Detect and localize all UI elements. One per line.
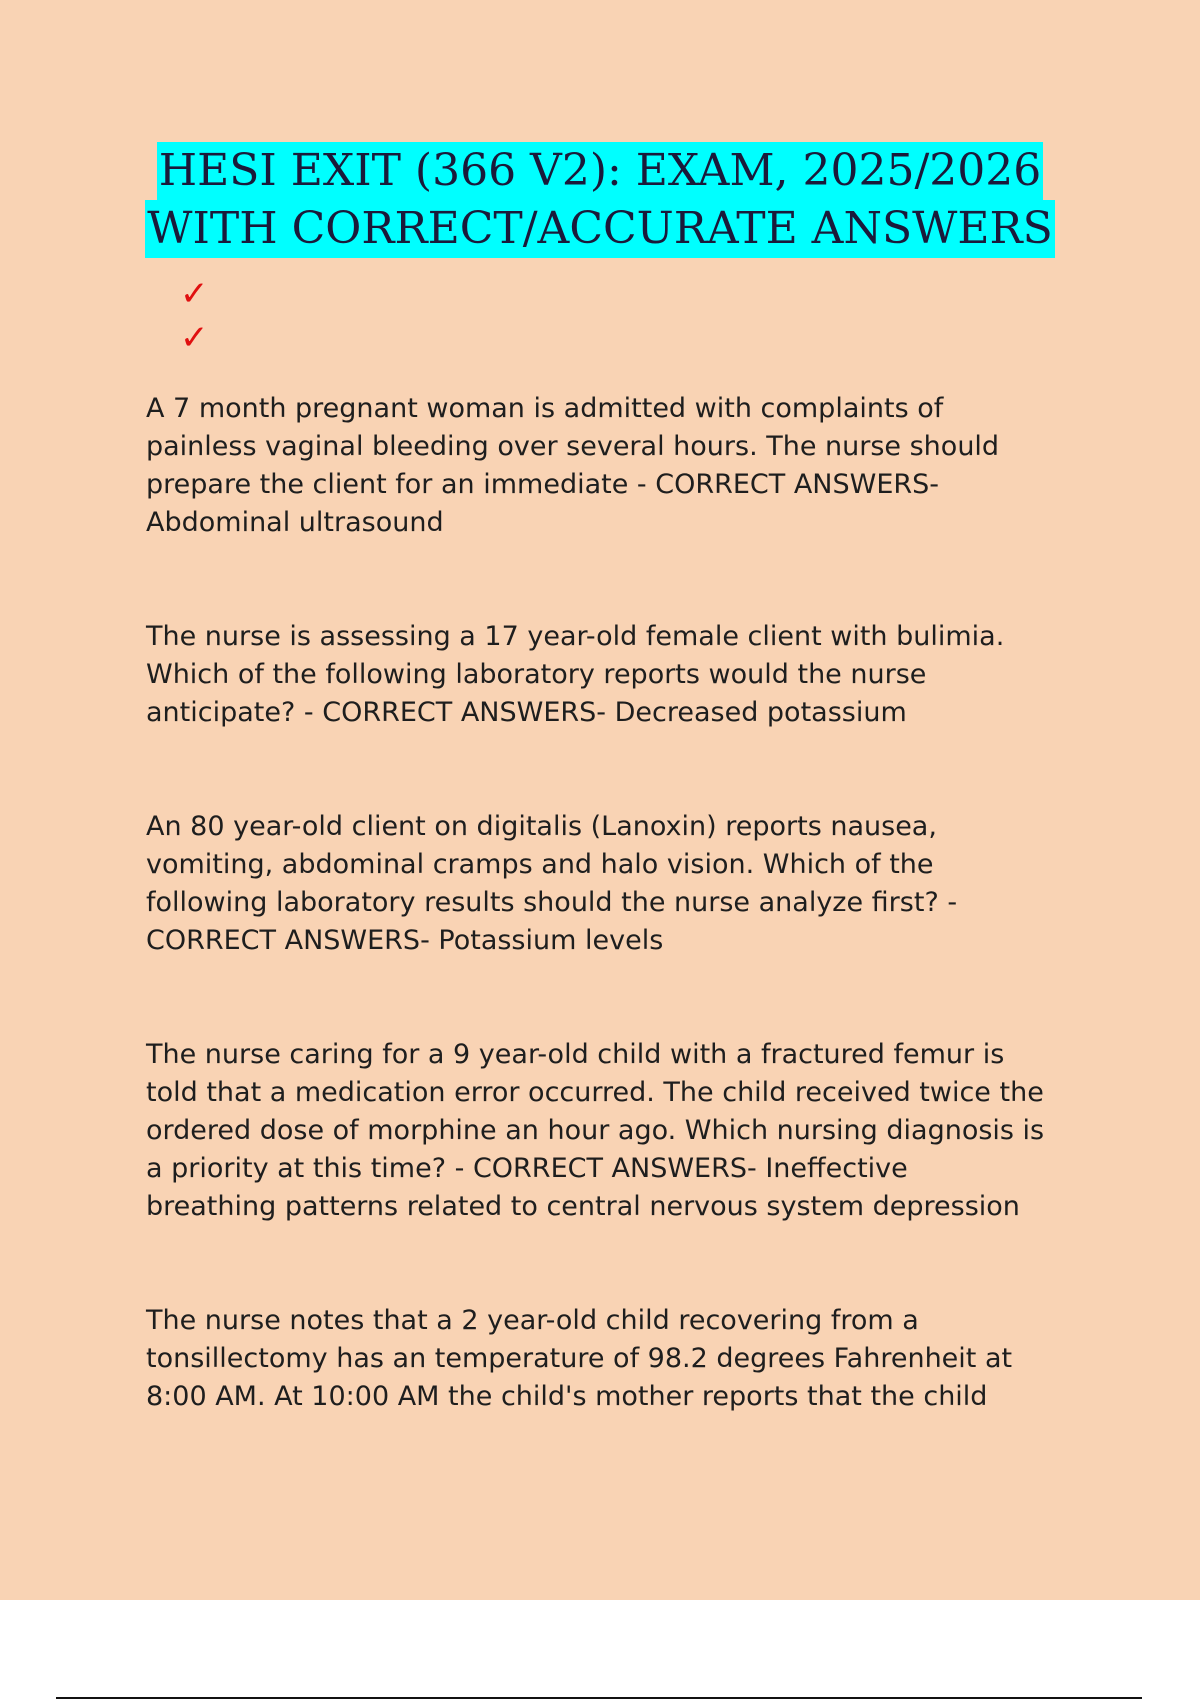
question-item: The nurse notes that a 2 year-old child recovering from a tonsillectomy has an temperature of 98.2 degrees Fahrenheit at 8:00 AM. At 10:00 AM the child's mother reports that the child bbox=[146, 1305, 1013, 1412]
checkmark-icon: ✓ bbox=[180, 274, 209, 314]
question-list bbox=[146, 390, 1096, 1492]
title-line-2: WITH CORRECT/ACCURATE ANSWERS bbox=[145, 200, 1054, 258]
question-item: A 7 month pregnant woman is admitted with complaints of painless vaginal bleeding over several hours. The nurse should prepare the client for an immediate - CORRECT ANSWERS- Abdominal ultrasound bbox=[146, 393, 1000, 538]
checkmark-icon: ✓ bbox=[180, 318, 209, 358]
question-item: An 80 year-old client on digitalis (Lanoxin) reports nausea, vomiting, abdominal cramps and halo vision. Which of the following laboratory results should the nurse analyze first? - CORRECT ANSWERS- Potassium levels bbox=[146, 811, 958, 956]
question-item: The nurse caring for a 9 year-old child with a fractured femur is told that a medication error occurred. The child received twice the ordered dose of morphine an hour ago. Which nursing diagnosis is a priority at this time? - CORRECT ANSWERS- Ineffective breathing patterns related to central nervous system depression bbox=[146, 1039, 1045, 1222]
question-item: The nurse is assessing a 17 year-old female client with bulimia. Which of the following laboratory reports would the nurse anticipate? - CORRECT ANSWERS- Decreased potassium bbox=[146, 621, 1005, 728]
document-title bbox=[0, 142, 1200, 258]
checkmark-list bbox=[180, 272, 209, 360]
footer-divider bbox=[56, 1697, 1142, 1699]
title-line-1: HESI EXIT (366 V2): EXAM, 2025/2026 bbox=[157, 142, 1044, 200]
